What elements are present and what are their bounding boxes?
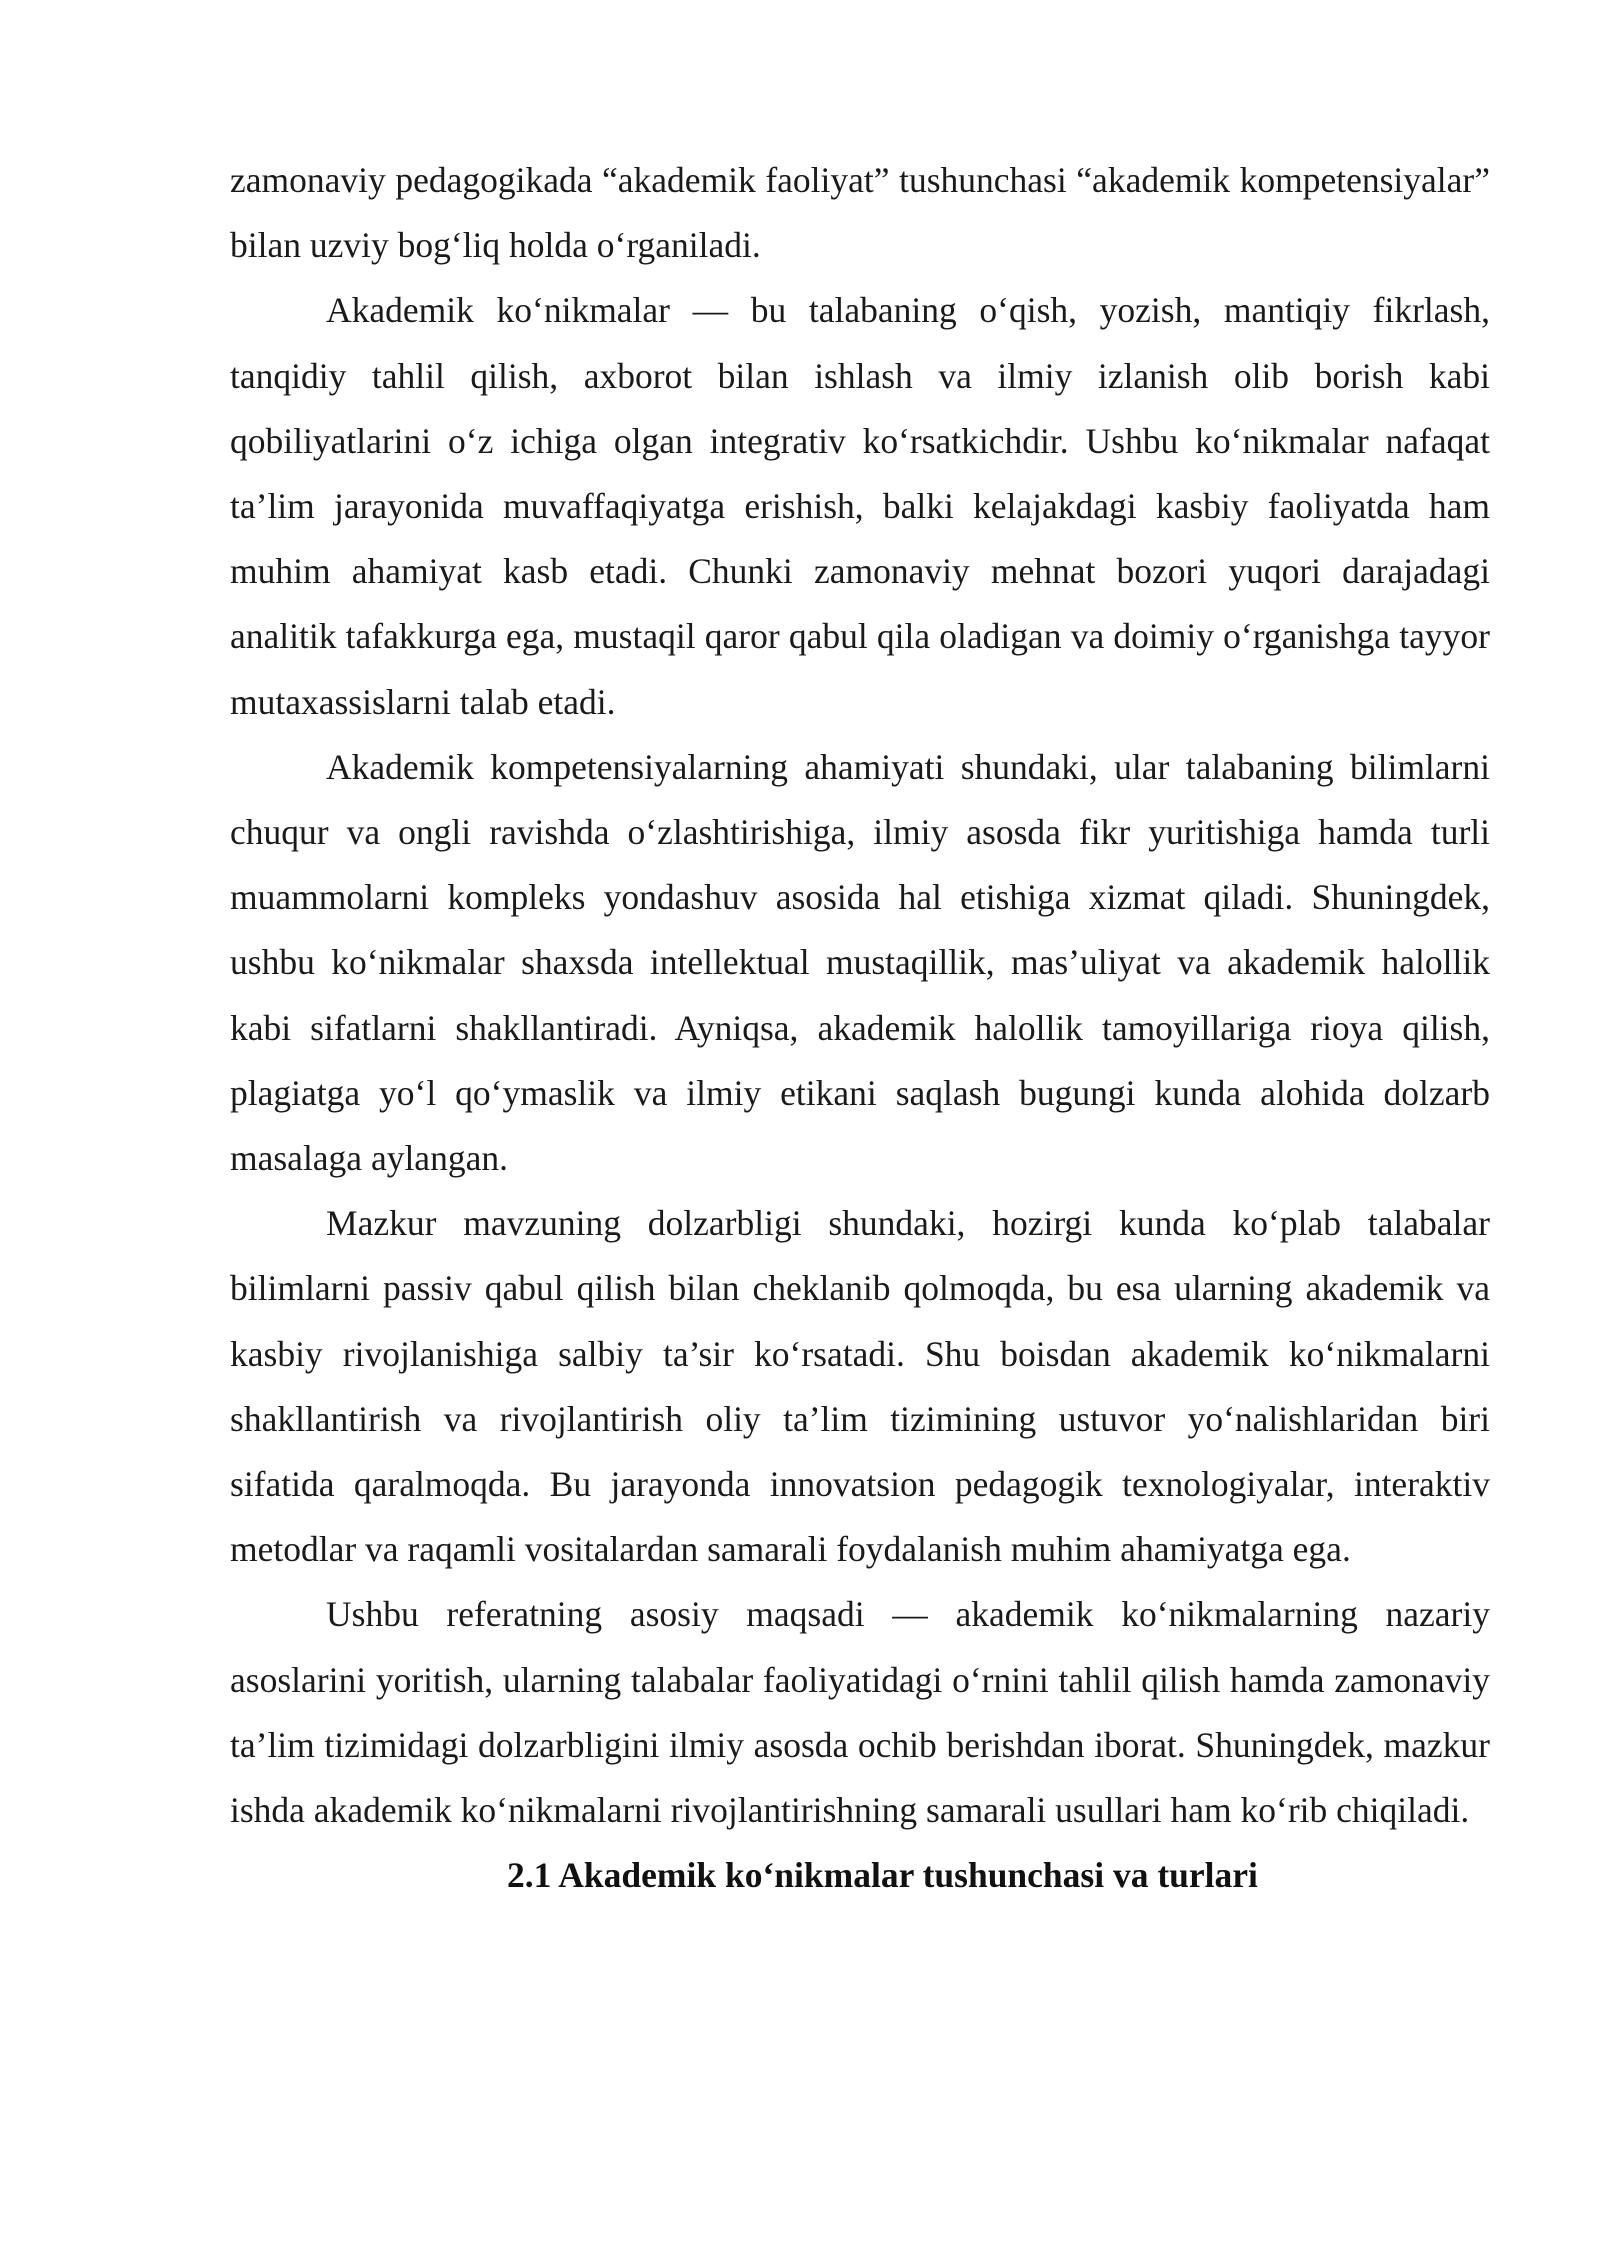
- section-heading: 2.1 Akademik ko‘nikmalar tushunchasi va turlari: [507, 1855, 1258, 1896]
- paragraph-competencies-importance: Akademik kompetensiyalarning ahamiyati shundaki, ular talabaning bilimlarni chuqur va ongli ravishda o‘zlashtirishiga, ilmiy asosda fikr yuritishiga hamda turli muammolarni kompleks yondashuv asosida hal etishiga xizmat qiladi. Shuningdek, ushbu ko‘nikmalar shaxsda intellektual mustaqillik, mas’uliyat va akademik halollik kabi sifatlarni shakllantiradi. Ayniqsa, akademik halollik tamoyillariga rioya qilish, plagiatga yo‘l qo‘ymaslik va ilmiy etikani saqlash bugungi kunda alohida dolzarb masalaga aylangan.: [230, 746, 1490, 1179]
- paragraph-academic-skills-definition: Akademik ko‘nikmalar — bu talabaning o‘qish, yozish, mantiqiy fikrlash, tanqidiy tahlil qilish, axborot bilan ishlash va ilmiy izlanish olib borish kabi qobiliyatlarini o‘z ichiga olgan integrativ ko‘rsatkichdir. Ushbu ko‘nikmalar nafaqat ta’lim jarayonida muvaffaqiyatga erishish, balki kelajakdagi kasbiy faoliyatda ham muhim ahamiyat kasb etadi. Chunki zamonaviy mehnat bozori yuqori darajadagi analitik tafakkurga ega, mustaqil qaror qabul qila oladigan va doimiy o‘rganishga tayyor mutaxassislarni talab etadi.: [230, 290, 1490, 722]
- paragraph-paper-goal: Ushbu referatning asosiy maqsadi — akademik ko‘nikmalarning nazariy asoslarini yoritish, ularning talabalar faoliyatidagi o‘rnini tahlil qilish hamda zamonaviy ta’lim tizimidagi dolzarbligini ilmiy asosda ochib berishdan iborat. Shuningdek, mazkur ishda akademik ko‘nikmalarni rivojlantirishning samarali usullari ham ko‘rib chiqiladi.: [230, 1594, 1490, 1831]
- paragraph-topic-relevance: Mazkur mavzuning dolzarbligi shundaki, hozirgi kunda ko‘plab talabalar bilimlarni passiv qabul qilish bilan cheklanib qolmoqda, bu esa ularning akademik va kasbiy rivojlanishiga salbiy ta’sir ko‘rsatadi. Shu boisdan akademik ko‘nikmalarni shakllantirish va rivojlantirish oliy ta’lim tizimining ustuvor yo‘nalishlaridan biri sifatida qaralmoqda. Bu jarayonda innovatsion pedagogik texnologiyalar, interaktiv metodlar va raqamli vositalardan samarali foydalanish muhim ahamiyatga ega.: [230, 1203, 1490, 1570]
- document-body: [230, 148, 1490, 1908]
- paragraph-continuation: zamonaviy pedagogikada “akademik faoliyat” tushunchasi “akademik kompetensiyalar” bilan uzviy bog‘liq holda o‘rganiladi.: [230, 160, 1490, 266]
